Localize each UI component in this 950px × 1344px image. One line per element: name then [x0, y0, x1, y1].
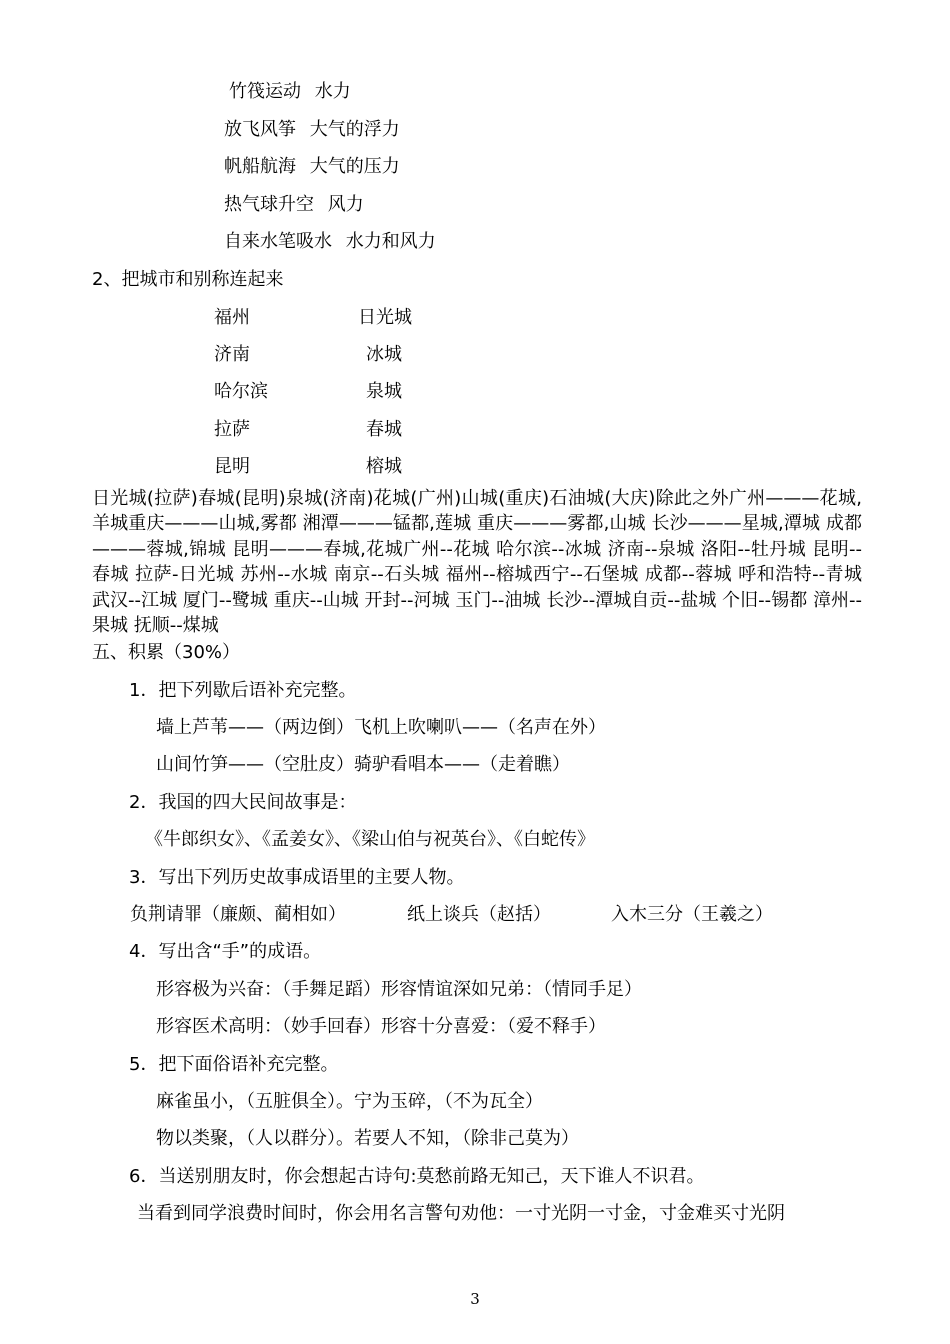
item-5-answer-line: 麻雀虽小，（五脏俱全）。宁为玉碎，（不为瓦全） [156, 1091, 543, 1112]
force-text: 大气的浮力 [309, 119, 400, 140]
item-3-answer-b: 纸上谈兵（赵括） [407, 904, 551, 925]
item-1-answer-line: 墙上芦苇——（两边倒）飞机上吹喇叭——（名声在外） [156, 717, 606, 738]
activity-text: 帆船航海 [224, 156, 296, 177]
item-4-answer-line: 形容医术高明：（妙手回春）形容十分喜爱：（爱不释手） [156, 1016, 606, 1037]
alias-2: 冰城 [366, 344, 402, 365]
activity-text: 竹筏运动 [229, 81, 301, 102]
item-4-answer-line: 形容极为兴奋：（手舞足蹈）形容情谊深如兄弟：（情同手足） [156, 979, 642, 1000]
item-6-question: 6．当送别朋友时，你会想起古诗句:莫愁前路无知己，天下谁人不识君。 [129, 1166, 705, 1187]
force-text: 水力和风力 [345, 231, 436, 252]
item-2-question: 2．我国的四大民间故事是： [129, 792, 357, 813]
item-5-answer-line: 物以类聚，（人以群分）。若要人不知，（除非己莫为） [156, 1128, 579, 1149]
item-3-question: 3．写出下列历史故事成语里的主要人物。 [129, 867, 465, 888]
city-1: 福州 [214, 307, 250, 328]
city-alias-answer: 日光城(拉萨)春城(昆明)泉城(济南)花城(广州)山城(重庆)石油城(大庆)除此之外广州———花城,羊城重庆———山城,雾都 湘潭———锰都,莲城 重庆———雾都,山城 长沙———星城,潭城 成都———蓉城,锦城 昆明———春城,花城广州--花城 哈尔滨--冰城 济南--泉城 洛阳--牡丹城 昆明--春城 拉萨-日光城 苏州--水城 南京--石头城 福州--榕城西宁--石堡城 成都--蓉城 呼和浩特--青城 武汉--江城 厦门--鹭城 重庆--山城 开封--河城 玉门--油城 长沙--潭城自贡--盐城 个旧--锡都 漳州--果城 抚顺--煤城 [92, 488, 862, 637]
city-5: 昆明 [214, 456, 250, 477]
activity-text: 放飞风筝 [224, 119, 296, 140]
activity-text: 热气球升空 [224, 194, 314, 215]
alias-1: 日光城 [358, 307, 412, 328]
city-2: 济南 [214, 344, 250, 365]
alias-4: 春城 [366, 419, 402, 440]
question-2-title: 2、把城市和别称连起来 [92, 269, 284, 290]
item-6-answer-line: 当看到同学浪费时间时，你会用名言警句劝他：一寸光阴一寸金，寸金难买寸光阴 [137, 1203, 785, 1224]
item-2-answer-line: 《牛郎织女》、《孟姜女》、《梁山伯与祝英台》、《白蛇传》 [145, 829, 595, 850]
alias-3: 泉城 [366, 381, 402, 402]
alias-5: 榕城 [366, 456, 402, 477]
match-row-3 [224, 155, 400, 179]
force-text: 大气的压力 [309, 156, 400, 177]
item-1-question: 1．把下列歇后语补充完整。 [129, 680, 357, 701]
page-number: 3 [470, 1290, 480, 1308]
match-row-2 [224, 118, 400, 142]
item-5-question: 5．把下面俗语补充完整。 [129, 1054, 339, 1075]
section-5-title: 五、积累（30%） [92, 642, 241, 663]
force-text: 水力 [314, 81, 351, 102]
item-1-answer-line: 山间竹笋——（空肚皮）骑驴看唱本——（走着瞧） [156, 754, 570, 775]
match-row-1 [229, 80, 351, 104]
match-row-5 [224, 230, 436, 254]
item-4-question: 4．写出含“手”的成语。 [129, 941, 322, 962]
match-row-4 [224, 193, 364, 217]
force-text: 风力 [327, 194, 364, 215]
city-4: 拉萨 [214, 419, 250, 440]
item-3-answer-a: 负荆请罪（廉颇、蔺相如） [130, 904, 346, 925]
activity-text: 自来水笔吸水 [224, 231, 332, 252]
city-3: 哈尔滨 [214, 381, 268, 402]
item-3-answer-c: 入木三分（王羲之） [611, 904, 773, 925]
